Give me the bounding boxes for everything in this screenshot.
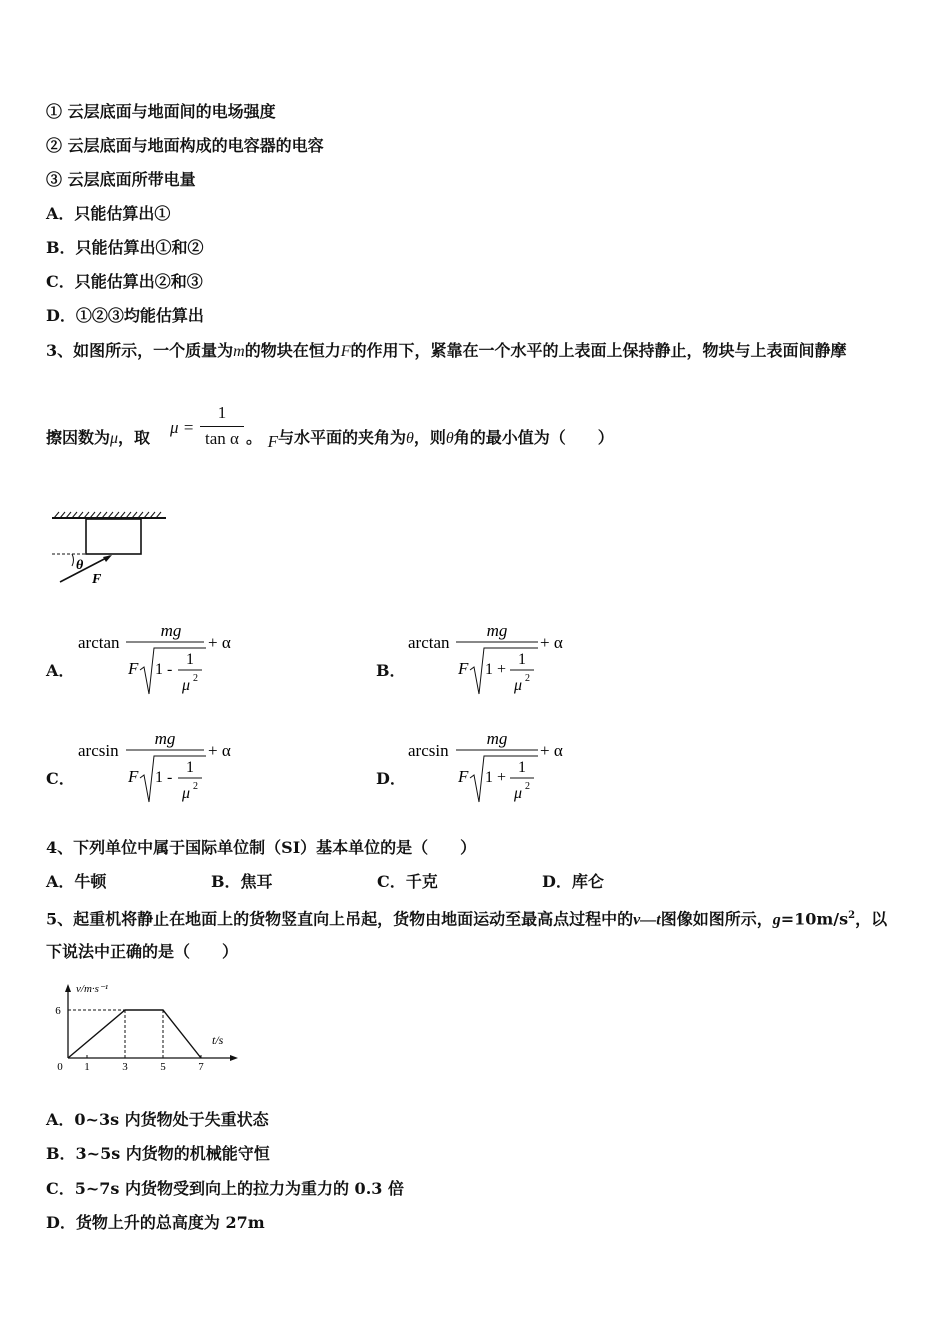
numerator: mg [154,729,176,748]
q3-option-c-label: C． [46,769,75,788]
exponent: 2 [193,673,198,684]
q4-option-c: C．千克 [377,872,438,891]
exponent: 2 [525,673,530,684]
sqrt-sign-text: 1 - [155,661,173,678]
sqrt-sign [140,756,206,802]
denominator-F: F [458,767,469,786]
x-tick-label: 5 [160,1061,166,1073]
fig-F-label: F [92,572,102,587]
q5-stem-line1: 5、起重机将静止在地面上的货物竖直向上吊起，货物由地面运动至最高点过程中的v—t图像如图所示，$g=10m/s^2$，以 [46,909,888,929]
q2-option-a: A．只能估算出① [46,204,171,223]
inner-denominator: μ [182,785,191,802]
frac-numerator: 1 [217,403,227,422]
q3-option-b-formula [406,618,586,703]
x-axis-arrow-icon [230,1055,238,1061]
q5-option-d: D．货物上升的总高度为 27m [46,1213,265,1232]
statement-1: ① 云层底面与地面间的电场强度 [46,102,276,121]
q2-option-b: B．只能估算出①和② [46,238,204,257]
plus-alpha: + α [540,741,563,760]
fn-name: arctan [408,633,450,652]
q3-option-d-label: D． [376,769,406,788]
y-axis-label: v/m·s⁻¹ [76,983,109,995]
block [86,519,141,554]
inner-denominator: μ [182,677,191,694]
q3-option-c-formula [76,726,256,811]
q3-stem-line2: 擦因数为μ，取 [46,428,151,447]
numerator: mg [486,729,508,748]
x-tick-label: 0 [57,1061,63,1073]
plus-alpha: + α [208,741,231,760]
fn-name: arcsin [408,741,449,760]
force-line [60,556,110,582]
q5-option-b: B．3~5s 内货物的机械能守恒 [46,1144,270,1163]
sqrt-sign-text: 1 + [485,769,507,786]
q4-option-d: D．库仑 [542,872,604,891]
q5-option-a: A．0~3s 内货物处于失重状态 [46,1110,269,1129]
plus-alpha: + α [208,633,231,652]
q3-stem-line1: 3、如图所示，一个质量为m的物块在恒力F的作用下，紧靠在一个水平的上表面上保持静止，物块与上表面间静摩 [46,341,847,360]
angle-arc [72,554,74,566]
q4-option-b: B．焦耳 [211,872,273,891]
vt-chart [46,980,246,1080]
x-axis-label: t/s [212,1033,224,1047]
q2-option-d: D．①②③均能估算出 [46,306,204,325]
statement-2: ② 云层底面与地面构成的电容器的电容 [46,136,324,155]
denominator-F: F [128,767,139,786]
x-tick-label: 7 [198,1061,204,1073]
fn-name: arctan [78,633,120,652]
q4-stem: 4、下列单位中属于国际单位制（SI）基本单位的是（ ） [46,838,477,857]
inner-numerator: 1 [518,651,526,668]
q3-figure [48,508,178,590]
fn-name: arcsin [78,741,119,760]
plus-alpha: + α [540,633,563,652]
inner-numerator: 1 [518,759,526,776]
y-tick-label: 6 [55,1005,61,1017]
y-axis-arrow-icon [65,984,71,992]
sqrt-sign-text: 1 + [485,661,507,678]
denominator-F: F [458,659,469,678]
numerator: mg [486,621,508,640]
exponent: 2 [525,781,530,792]
fig-theta-label: θ [76,558,84,573]
force-arrowhead-icon [103,555,112,562]
x-tick-label: 3 [122,1061,128,1073]
mu-equals: μ = [170,418,195,437]
q3-option-d-formula [406,726,586,811]
q3-stem-line2-cont: 。 F与水平面的夹角为θ，则θ角的最小值为（ ） [246,428,614,451]
q3-option-a-label: A． [46,661,75,680]
q3-option-b-label: B． [376,661,406,680]
numerator: mg [160,621,182,640]
q3-option-a-formula [76,618,256,703]
velocity-series-line [68,1010,201,1058]
q2-option-c: C．只能估算出②和③ [46,272,203,291]
statement-3: ③ 云层底面所带电量 [46,170,196,189]
sqrt-sign [140,648,206,694]
frac-bar [200,426,244,427]
frac-denominator: tan α [205,429,239,448]
q4-option-a: A．牛顿 [46,872,107,891]
exponent: 2 [193,781,198,792]
inner-denominator: μ [514,785,523,802]
sqrt-sign-text: 1 - [155,769,173,786]
inner-numerator: 1 [186,651,194,668]
inner-numerator: 1 [186,759,194,776]
q5-option-c: C．5~7s 内货物受到向上的拉力为重力的 0.3 倍 [46,1179,404,1198]
inner-denominator: μ [514,677,523,694]
q5-stem-line2: 下说法中正确的是（ ） [46,942,239,961]
x-tick-label: 1 [84,1061,90,1073]
denominator-F: F [128,659,139,678]
